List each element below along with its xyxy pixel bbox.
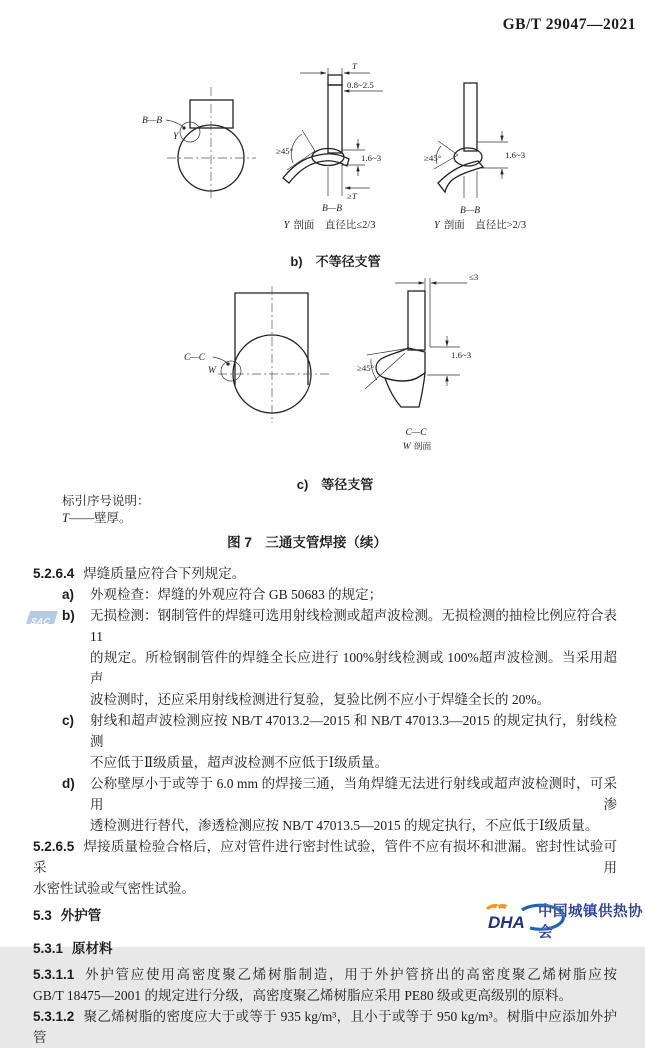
para-5312: 5.3.1.2 聚乙烯树脂的密度应大于或等于 935 kg/m³，且小于或等于 950 kg/m³。树脂中应添加外护管 [33, 1009, 617, 1045]
item-marker: d) [62, 776, 75, 791]
dim-label-t: T [352, 61, 357, 71]
item-marker: c) [62, 713, 75, 728]
association-logo [478, 899, 644, 943]
dim-label-angle: ≥45° [357, 363, 375, 373]
dim-label-angle: ≥45° [424, 153, 442, 163]
caption-y1-symbol: Y [283, 220, 290, 231]
caption-section-y1 [262, 217, 397, 232]
standard-number: GB/T 29047—2021 [502, 16, 636, 33]
diagram-b-section-small-ratio [275, 60, 405, 235]
clause-number: 5.2.6.5 [33, 839, 75, 854]
legend-title: 标引序号说明： [62, 494, 150, 508]
diagram-c-front-view [180, 283, 332, 433]
legend-symbol-t: T [62, 511, 69, 525]
figure-caption: 图 7 三通支管焊接（续） [227, 535, 387, 550]
caption-equal-branch: c) 等径支管 [296, 477, 374, 492]
diagram-b-section-large-ratio [420, 70, 550, 230]
legend-text-t: ——壁厚。 [68, 511, 132, 525]
legend-entry-t [62, 508, 131, 526]
body-text [33, 563, 617, 1048]
heading-5-3: 5.3 外护管 [33, 908, 102, 923]
dim-label-weld-height: 1.6~3 [451, 350, 472, 360]
item-marker: b) [62, 608, 75, 623]
list-item-c: c) 射线和超声波检测应按 NB/T 47013.2—2015 和 NB/T 47013.3—2015 的规定执行，射线检测 不应低于Ⅱ级质量，超声波检测不应低于Ⅰ级质量。 [33, 710, 617, 773]
caption-unequal-branch: b) 不等径支管 [290, 254, 381, 269]
heading-5-3-1: 5.3.1 原材料 [33, 941, 113, 956]
section-label-bb: B—B [142, 116, 163, 126]
dim-label-root-gap: 0.8~2.5 [347, 80, 374, 90]
section-mark-w: W 剖面 [402, 441, 432, 452]
dim-label-weld-height: 1.6~3 [361, 153, 382, 163]
caption-section-y2 [425, 217, 535, 232]
dha-abbr: DHA [488, 913, 525, 932]
detail-label-w: W [208, 366, 216, 376]
section-mark-bb: B—B [459, 206, 481, 216]
section-label-cc: C—C [184, 353, 206, 363]
clause-number: 5.3.1.2 [33, 1009, 75, 1024]
caption-y2-symbol: Y [433, 220, 440, 231]
list-item-b: b) 无损检测：钢制管件的焊缝可选用射线检测或超声波检测。无损检测的抽检比例应符合表 11 的规定。所检钢制管件的焊缝全长应进行 100%射线检测或 100%超声波检测。当采用超声 波检测时，还应采用射线检测进行复验，复验比例不应小于焊缝全长的 20%。 [33, 605, 617, 710]
clause-number: 5.2.6.4 [33, 566, 75, 581]
para-5265: 5.2.6.5 焊接质量检验合格后，应对管件进行密封性试验，管件不应有损坏和泄漏。密封性试验可采用 水密性试验或气密性试验。 [33, 839, 617, 896]
section-mark-bb: B—B [321, 204, 343, 214]
dim-label-le3: ≤3 [469, 272, 479, 282]
list-item-a: a) 外观检查：焊缝的外观应符合 GB 50683 的规定； [33, 584, 617, 605]
para-5311: 5.3.1.1 外护管应使用高密度聚乙烯树脂制造，用于外护管挤出的高密度聚乙烯树脂应按 GB/T 18475—2001 的规定进行分级，高密度聚乙烯树脂应采用 PE80 级或更高级别的原料。 [33, 967, 617, 1003]
dha-logo-mark [478, 901, 536, 941]
diagram-c-section [355, 270, 495, 455]
diagram-b-front-view [140, 82, 295, 232]
item-marker: a) [62, 587, 75, 602]
para-5264: 5.2.6.4 焊缝质量应符合下列规定。 [33, 566, 246, 581]
section-mark-cc: C—C [405, 428, 427, 438]
detail-label-y: Y [173, 132, 179, 142]
caption-y1-text: 剖面 直径比≤2/3 [293, 220, 376, 231]
sac-watermark: SAC [26, 611, 58, 624]
dim-label-ge-t: ≥T [347, 191, 357, 201]
caption-y2-text: 剖面 直径比>2/3 [443, 220, 527, 231]
list-item-d: d) 公称壁厚小于或等于 6.0 mm 的焊接三通，当角焊缝无法进行射线或超声波检测时，可采用渗 透检测进行替代，渗透检测应按 NB/T 47013.5—2015 的规定执行，不应低于Ⅰ级质量。 [33, 773, 617, 836]
dim-label-angle: ≥45° [276, 146, 294, 156]
dim-label-weld-height: 1.6~3 [505, 150, 526, 160]
clause-number: 5.3.1.1 [33, 967, 75, 982]
association-name: 中国城镇供热协会 [538, 904, 643, 941]
